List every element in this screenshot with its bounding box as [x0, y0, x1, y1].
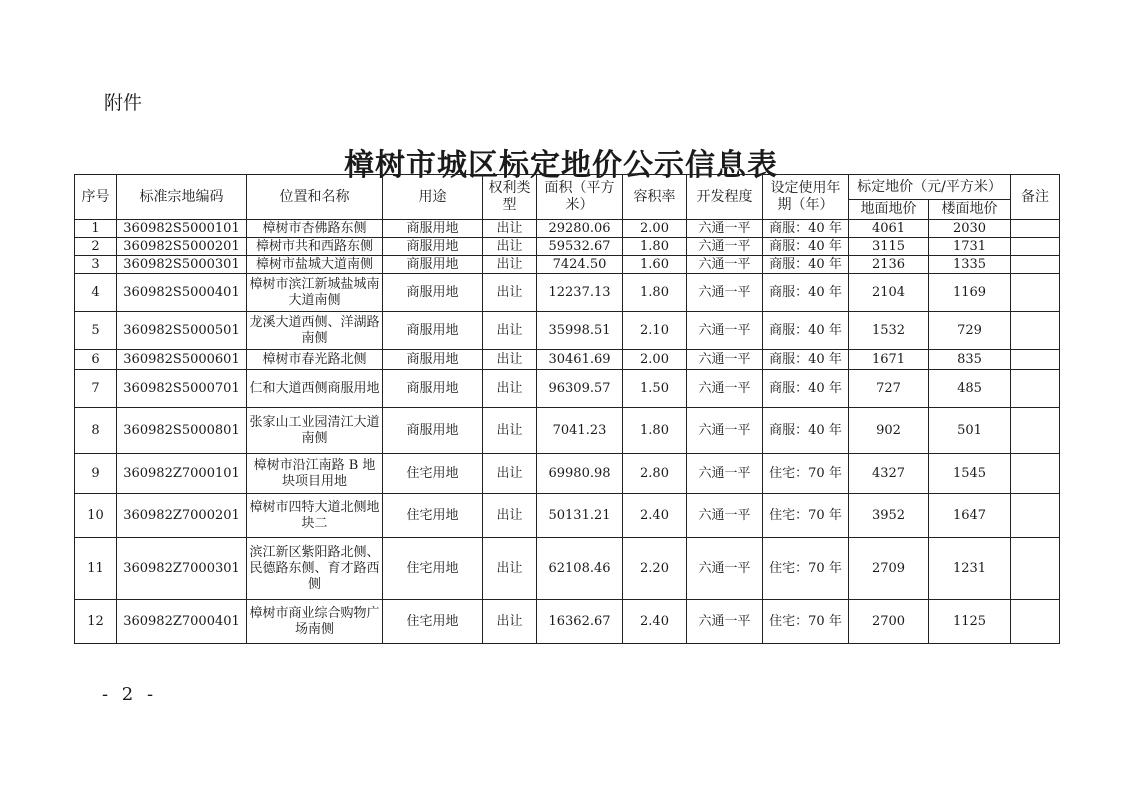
cell-use: 商服用地 [383, 220, 483, 238]
cell-term: 住宅：70 年 [763, 454, 849, 494]
cell-code: 360982S5000501 [117, 312, 247, 350]
cell-code: 360982S5000401 [117, 274, 247, 312]
table-row [75, 600, 1060, 644]
cell-use: 商服用地 [383, 256, 483, 274]
cell-right: 出让 [483, 600, 537, 644]
cell-term: 商服：40 年 [763, 274, 849, 312]
cell-no: 10 [75, 494, 117, 538]
cell-floor-price: 1545 [929, 454, 1011, 494]
cell-remark [1011, 370, 1060, 408]
cell-land-price: 2709 [849, 538, 929, 600]
cell-area: 50131.21 [537, 494, 623, 538]
header-no: 序号 [75, 175, 117, 220]
cell-area: 59532.67 [537, 238, 623, 256]
cell-code: 360982Z7000101 [117, 454, 247, 494]
cell-floor-price: 1169 [929, 274, 1011, 312]
cell-use: 商服用地 [383, 312, 483, 350]
cell-dev: 六通一平 [687, 454, 763, 494]
cell-right: 出让 [483, 274, 537, 312]
cell-remark [1011, 274, 1060, 312]
page-title: 樟树市城区标定地价公示信息表 [344, 148, 778, 183]
header-price-group: 标定地价（元/平方米） [849, 175, 1011, 200]
cell-term: 住宅：70 年 [763, 538, 849, 600]
cell-far: 2.00 [623, 350, 687, 370]
cell-location: 樟树市共和西路东侧 [247, 238, 383, 256]
header-use: 用途 [383, 175, 483, 220]
cell-no: 4 [75, 274, 117, 312]
cell-location: 樟树市沿江南路 B 地块项目用地 [247, 454, 383, 494]
cell-no: 3 [75, 256, 117, 274]
cell-far: 1.80 [623, 238, 687, 256]
cell-no: 5 [75, 312, 117, 350]
cell-land-price: 1532 [849, 312, 929, 350]
cell-remark [1011, 312, 1060, 350]
cell-right: 出让 [483, 370, 537, 408]
land-price-table [74, 174, 1060, 644]
cell-right: 出让 [483, 350, 537, 370]
table-row [75, 370, 1060, 408]
cell-floor-price: 729 [929, 312, 1011, 350]
cell-remark [1011, 600, 1060, 644]
cell-code: 360982Z7000401 [117, 600, 247, 644]
cell-area: 69980.98 [537, 454, 623, 494]
header-code: 标准宗地编码 [117, 175, 247, 220]
cell-term: 商服：40 年 [763, 408, 849, 454]
cell-remark [1011, 256, 1060, 274]
cell-dev: 六通一平 [687, 350, 763, 370]
table-row [75, 408, 1060, 454]
cell-remark [1011, 408, 1060, 454]
cell-term: 商服：40 年 [763, 312, 849, 350]
cell-no: 1 [75, 220, 117, 238]
header-term: 设定使用年期（年） [763, 175, 849, 220]
cell-no: 6 [75, 350, 117, 370]
cell-dev: 六通一平 [687, 220, 763, 238]
cell-location: 樟树市商业综合购物广场南侧 [247, 600, 383, 644]
cell-remark [1011, 350, 1060, 370]
header-far: 容积率 [623, 175, 687, 220]
cell-far: 2.20 [623, 538, 687, 600]
cell-land-price: 1671 [849, 350, 929, 370]
cell-code: 360982Z7000301 [117, 538, 247, 600]
cell-dev: 六通一平 [687, 408, 763, 454]
cell-dev: 六通一平 [687, 538, 763, 600]
cell-right: 出让 [483, 312, 537, 350]
cell-far: 1.50 [623, 370, 687, 408]
table-row [75, 312, 1060, 350]
cell-floor-price: 835 [929, 350, 1011, 370]
cell-term: 住宅：70 年 [763, 600, 849, 644]
cell-dev: 六通一平 [687, 494, 763, 538]
cell-use: 住宅用地 [383, 538, 483, 600]
cell-remark [1011, 220, 1060, 238]
table-row [75, 538, 1060, 600]
cell-floor-price: 2030 [929, 220, 1011, 238]
cell-use: 住宅用地 [383, 600, 483, 644]
cell-right: 出让 [483, 494, 537, 538]
cell-location: 龙溪大道西侧、洋湖路南侧 [247, 312, 383, 350]
cell-floor-price: 1231 [929, 538, 1011, 600]
table-row [75, 256, 1060, 274]
cell-area: 62108.46 [537, 538, 623, 600]
cell-location: 樟树市春光路北侧 [247, 350, 383, 370]
cell-remark [1011, 454, 1060, 494]
cell-land-price: 4061 [849, 220, 929, 238]
cell-right: 出让 [483, 538, 537, 600]
cell-remark [1011, 494, 1060, 538]
cell-location: 樟树市滨江新城盐城南大道南侧 [247, 274, 383, 312]
cell-floor-price: 1647 [929, 494, 1011, 538]
table-row [75, 238, 1060, 256]
cell-area: 96309.57 [537, 370, 623, 408]
cell-floor-price: 485 [929, 370, 1011, 408]
attachment-label: 附件 [104, 92, 143, 114]
cell-use: 商服用地 [383, 274, 483, 312]
cell-right: 出让 [483, 238, 537, 256]
cell-code: 360982S5000801 [117, 408, 247, 454]
cell-term: 商服：40 年 [763, 238, 849, 256]
cell-right: 出让 [483, 454, 537, 494]
cell-code: 360982S5000701 [117, 370, 247, 408]
cell-location: 樟树市杏佛路东侧 [247, 220, 383, 238]
cell-floor-price: 1335 [929, 256, 1011, 274]
cell-dev: 六通一平 [687, 274, 763, 312]
cell-no: 2 [75, 238, 117, 256]
header-location: 位置和名称 [247, 175, 383, 220]
cell-use: 商服用地 [383, 370, 483, 408]
cell-land-price: 3952 [849, 494, 929, 538]
page-number: - 2 - [102, 684, 158, 705]
table-row [75, 350, 1060, 370]
cell-far: 2.00 [623, 220, 687, 238]
cell-code: 360982S5000601 [117, 350, 247, 370]
cell-land-price: 2700 [849, 600, 929, 644]
cell-floor-price: 1731 [929, 238, 1011, 256]
cell-location: 滨江新区紫阳路北侧、民德路东侧、育才路西侧 [247, 538, 383, 600]
cell-far: 1.80 [623, 408, 687, 454]
cell-right: 出让 [483, 256, 537, 274]
cell-no: 11 [75, 538, 117, 600]
cell-term: 商服：40 年 [763, 370, 849, 408]
cell-use: 商服用地 [383, 350, 483, 370]
cell-area: 7424.50 [537, 256, 623, 274]
cell-use: 住宅用地 [383, 454, 483, 494]
header-remark: 备注 [1011, 175, 1060, 220]
cell-location: 仁和大道西侧商服用地 [247, 370, 383, 408]
cell-area: 29280.06 [537, 220, 623, 238]
cell-far: 1.60 [623, 256, 687, 274]
cell-code: 360982S5000301 [117, 256, 247, 274]
cell-far: 1.80 [623, 274, 687, 312]
cell-use: 住宅用地 [383, 494, 483, 538]
cell-right: 出让 [483, 220, 537, 238]
cell-floor-price: 501 [929, 408, 1011, 454]
cell-land-price: 3115 [849, 238, 929, 256]
header-area: 面积（平方米） [537, 175, 623, 220]
cell-dev: 六通一平 [687, 312, 763, 350]
header-right-type: 权利类型 [483, 175, 537, 220]
cell-no: 8 [75, 408, 117, 454]
cell-floor-price: 1125 [929, 600, 1011, 644]
header-land-price: 地面地价 [849, 200, 929, 220]
cell-term: 住宅：70 年 [763, 494, 849, 538]
cell-remark [1011, 238, 1060, 256]
cell-land-price: 902 [849, 408, 929, 454]
cell-dev: 六通一平 [687, 238, 763, 256]
header-floor-price: 楼面地价 [929, 200, 1011, 220]
cell-location: 樟树市四特大道北侧地块二 [247, 494, 383, 538]
cell-code: 360982Z7000201 [117, 494, 247, 538]
cell-area: 16362.67 [537, 600, 623, 644]
cell-term: 商服：40 年 [763, 220, 849, 238]
cell-area: 35998.51 [537, 312, 623, 350]
cell-no: 9 [75, 454, 117, 494]
cell-use: 商服用地 [383, 238, 483, 256]
cell-right: 出让 [483, 408, 537, 454]
cell-dev: 六通一平 [687, 370, 763, 408]
cell-location: 张家山工业园清江大道南侧 [247, 408, 383, 454]
cell-far: 2.80 [623, 454, 687, 494]
cell-far: 2.40 [623, 600, 687, 644]
table-row [75, 454, 1060, 494]
cell-location: 樟树市盐城大道南侧 [247, 256, 383, 274]
cell-area: 7041.23 [537, 408, 623, 454]
table-row [75, 220, 1060, 238]
cell-remark [1011, 538, 1060, 600]
cell-far: 2.40 [623, 494, 687, 538]
cell-area: 30461.69 [537, 350, 623, 370]
table-row [75, 274, 1060, 312]
cell-code: 360982S5000201 [117, 238, 247, 256]
cell-dev: 六通一平 [687, 600, 763, 644]
cell-term: 商服：40 年 [763, 256, 849, 274]
cell-land-price: 2104 [849, 274, 929, 312]
cell-far: 2.10 [623, 312, 687, 350]
cell-land-price: 2136 [849, 256, 929, 274]
cell-use: 商服用地 [383, 408, 483, 454]
cell-land-price: 4327 [849, 454, 929, 494]
header-dev: 开发程度 [687, 175, 763, 220]
cell-no: 7 [75, 370, 117, 408]
table-row [75, 494, 1060, 538]
cell-no: 12 [75, 600, 117, 644]
cell-code: 360982S5000101 [117, 220, 247, 238]
cell-land-price: 727 [849, 370, 929, 408]
cell-term: 商服：40 年 [763, 350, 849, 370]
cell-area: 12237.13 [537, 274, 623, 312]
cell-dev: 六通一平 [687, 256, 763, 274]
